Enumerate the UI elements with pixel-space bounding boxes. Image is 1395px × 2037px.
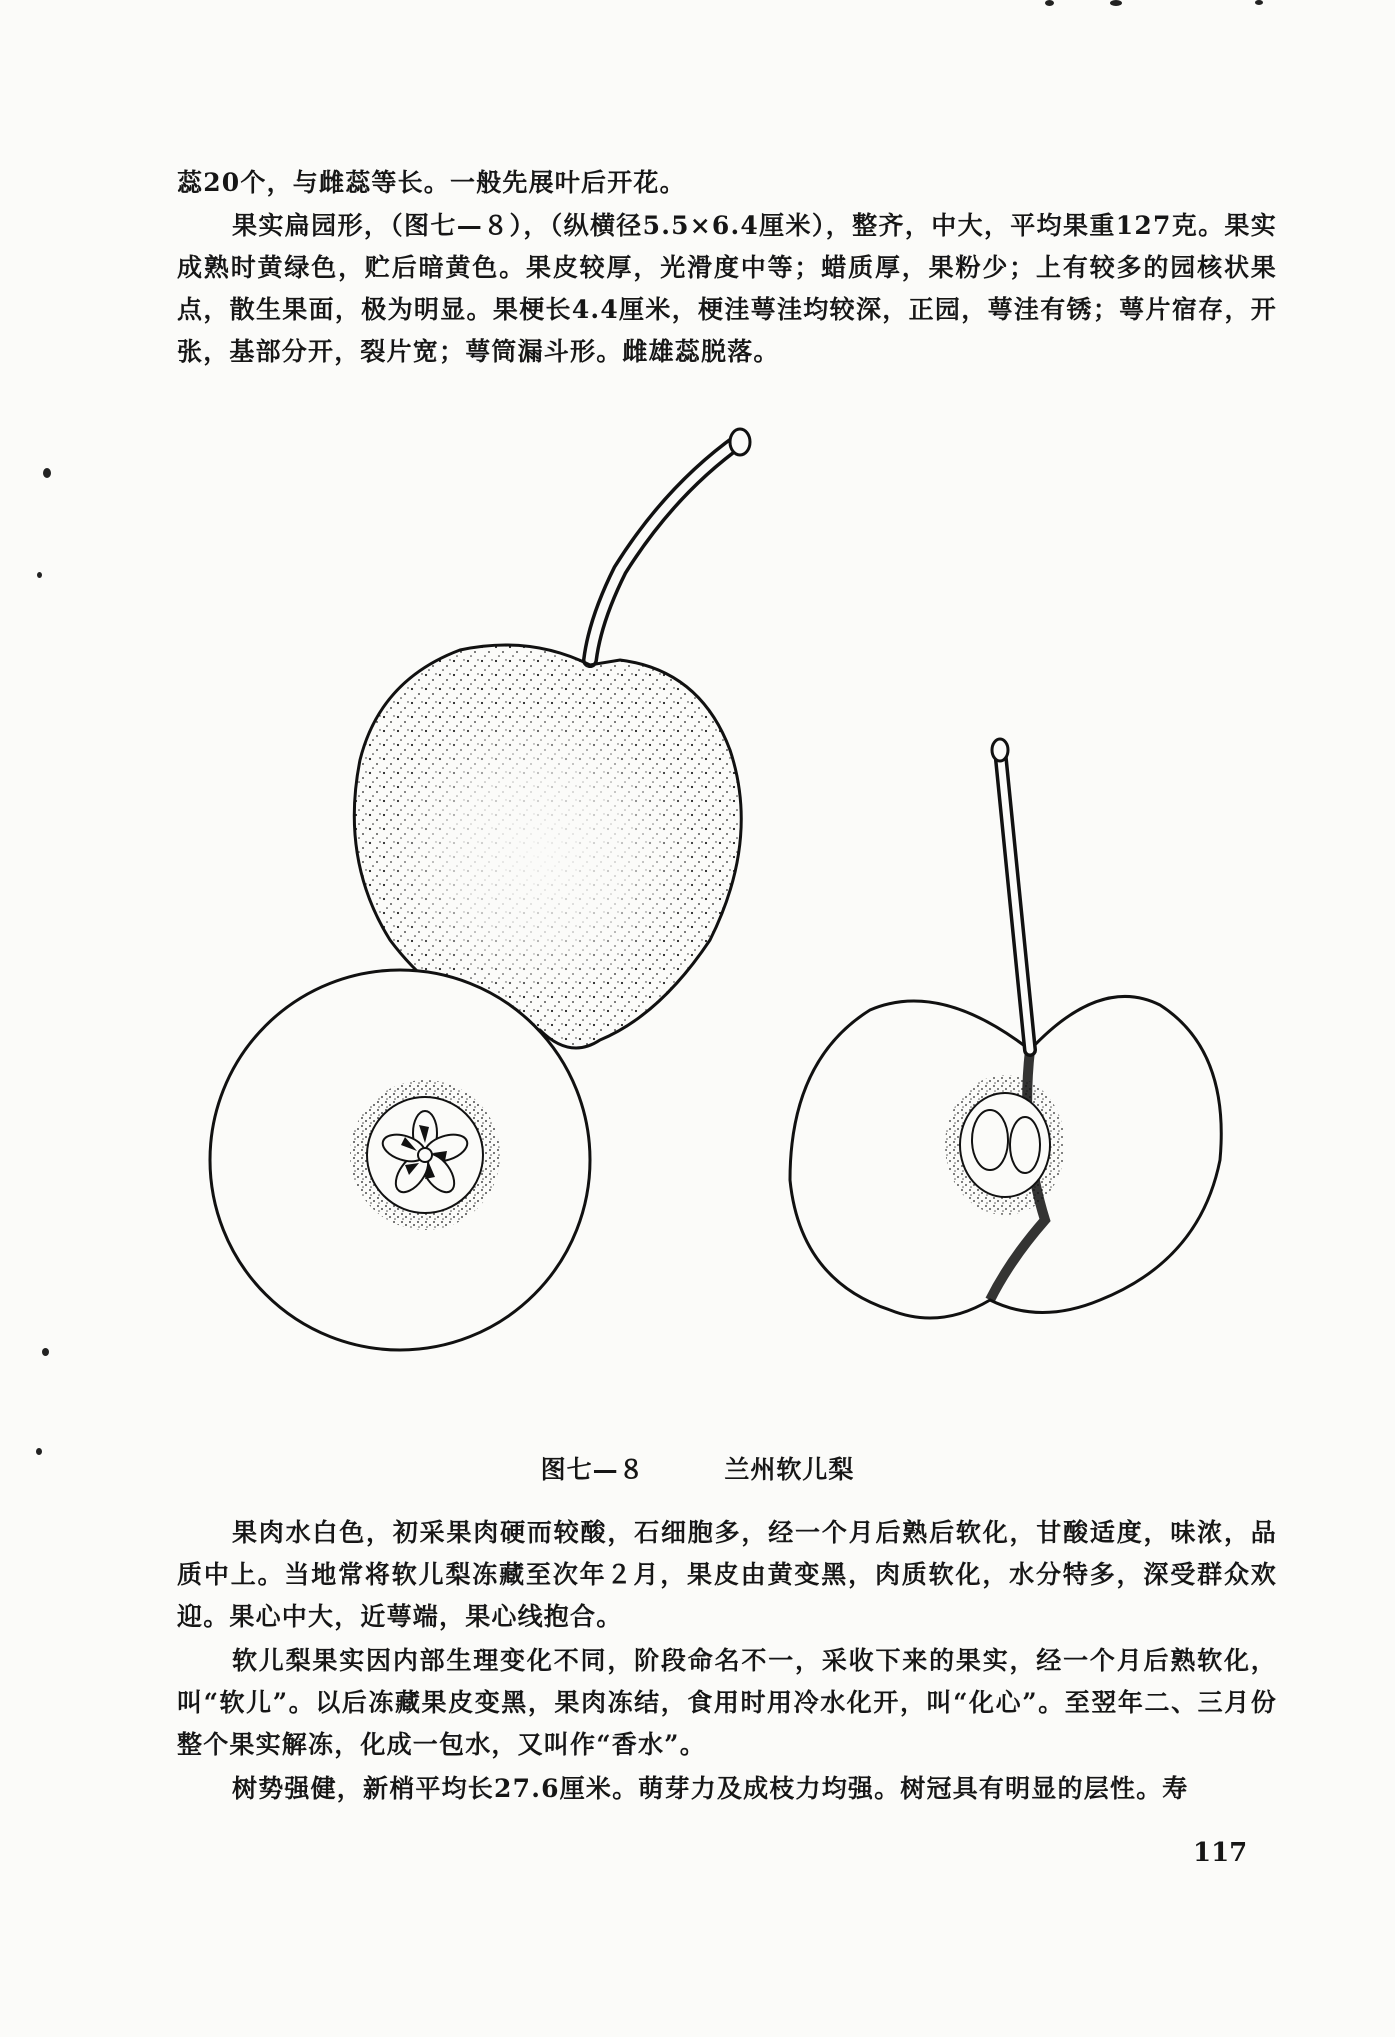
figure-caption — [0, 1450, 1395, 1486]
scan-speck — [1110, 0, 1122, 6]
whole-pear — [354, 429, 750, 1048]
scan-speck — [43, 468, 51, 478]
pear-illustration — [200, 420, 1260, 1420]
page-number: 117 — [1193, 1838, 1248, 1868]
pear-longitudinal-section — [790, 739, 1221, 1318]
scan-speck — [1255, 0, 1263, 5]
scan-speck — [36, 1448, 42, 1455]
figure-title: 兰州软儿梨 — [724, 1455, 855, 1484]
pear-cross-section — [210, 970, 590, 1350]
paragraph-3: 果肉水白色，初采果肉硬而较酸，石细胞多，经一个月后熟后软化，甘酸适度，味浓，品质中上。当地常将软儿梨冻藏至次年２月，果皮由黄变黑，肉质软化，水分特多，深受群众欢迎。果心中大，近萼端，果心线抱合。 — [177, 1518, 1277, 1631]
paragraph-1: 蕊20个，与雌蕊等长。一般先展叶后开花。 — [177, 168, 686, 197]
paragraph-2: 果实扁园形，（图七—８），（纵横径5.5×6.4厘米），整齐，中大，平均果重127克。果实成熟时黄绿色，贮后暗黄色。果皮较厚，光滑度中等；蜡质厚，果粉少；上有较多的园核状果点，散生果面，极为明显。果梗长4.4厘米，梗洼萼洼均较深，正园，萼洼有锈；萼片宿存，开张，基部分开，裂片宽；萼筒漏斗形。雌雄蕊脱落。 — [177, 211, 1277, 366]
scan-speck — [1045, 0, 1054, 6]
paragraph-5: 树势强健，新梢平均长27.6厘米。萌芽力及成枝力均强。树冠具有明显的层性。寿 — [232, 1774, 1189, 1803]
figure-label: 图七—８ — [540, 1455, 645, 1484]
paragraph-4: 软儿梨果实因内部生理变化不同，阶段命名不一，采收下来的果实，经一个月后熟软化，叫“软儿”。以后冻藏果皮变黑，果肉冻结，食用时用冷水化开，叫“化心”。至翌年二、三月份整个果实解冻，化成一包水，又叫作“香水”。 — [177, 1646, 1277, 1759]
scan-speck — [42, 1348, 49, 1356]
scan-speck — [37, 572, 42, 578]
